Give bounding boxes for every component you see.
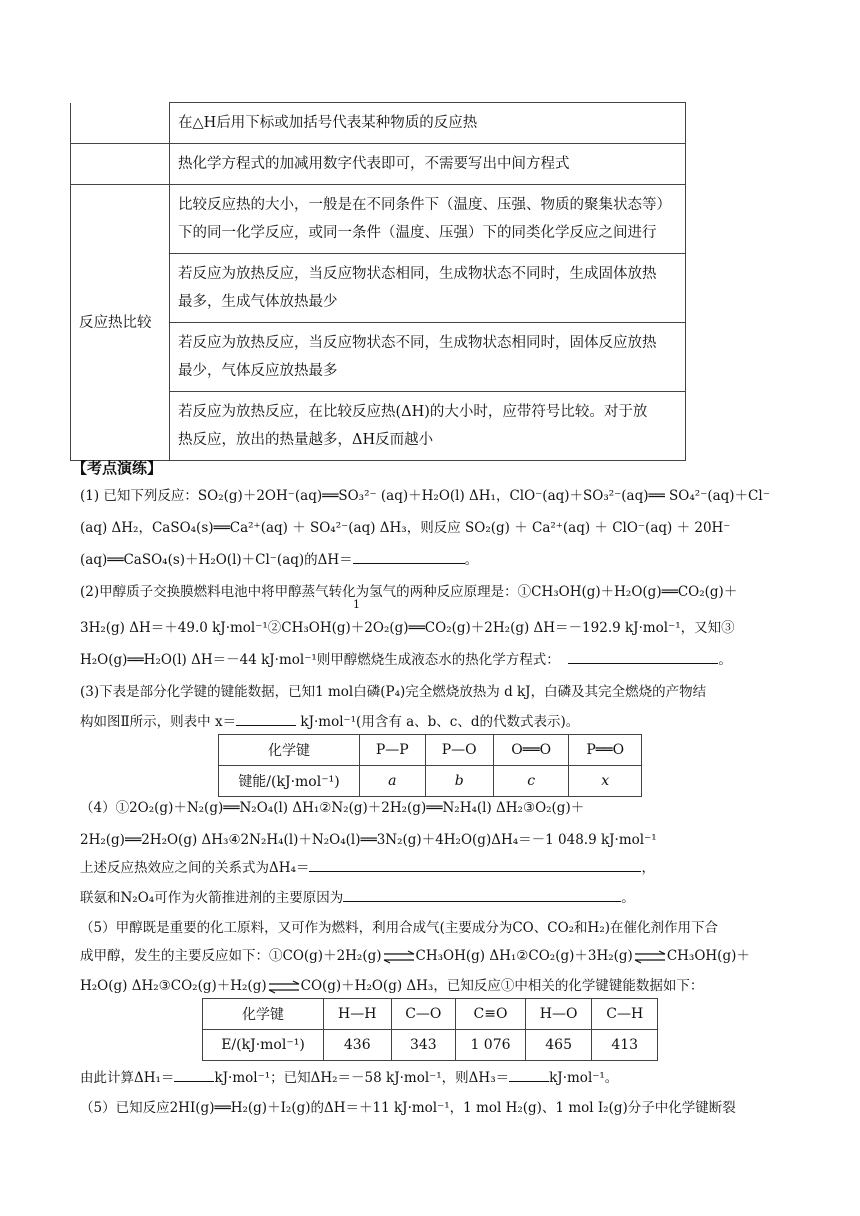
table-header: C≡O — [456, 999, 526, 1030]
q5-text-a: 成甲醇，发生的主要反应如下：①CO(g)＋2H₂(g) — [80, 948, 382, 964]
q1-line-2: (aq) ΔH₂，CaSO₄(s)══Ca²⁺(aq) ＋ SO₄²⁻(aq) ΔH₃，则反应 SO₂(g) ＋ Ca²⁺(aq) ＋ ClO⁻(aq) ＋ 20H⁻ — [80, 520, 731, 536]
q5-text-f: 由此计算ΔH₁＝ — [80, 1070, 175, 1086]
table-row — [71, 103, 686, 144]
q2-line-1: (2)甲醇质子交换膜燃料电池中将甲醇蒸气转化为氢气的两种反应原理是：①CH₃OH(g)＋H₂O(g)══CO₂(g)＋ — [80, 584, 738, 600]
answer-blank[interactable] — [509, 1065, 549, 1082]
table-cell — [170, 254, 686, 323]
table-header: 化学键 — [203, 999, 324, 1030]
q1-line-1: (1) 已知下列反应：SO₂(g)＋2OH⁻(aq)══SO₃²⁻ (aq)＋H₂O(l) ΔH₁，ClO⁻(aq)＋SO₃²⁻(aq)══ SO₄²⁻(aq)＋Cl⁻ — [80, 488, 770, 504]
q5-text-e: CO(g)＋H₂O(g) ΔH₃，已知反应①中相关的化学键键能数据如下： — [300, 978, 704, 994]
cell-line: 若反应为放热反应，当反应物状态相同，生成物状态不同时，生成固体放热 — [178, 266, 657, 282]
q4-end: ， — [641, 860, 655, 876]
cell-line: 最多，生成气体放热最少 — [178, 294, 338, 310]
table-cell: 343 — [391, 1030, 456, 1061]
table-header: P—P — [360, 735, 426, 766]
answer-blank[interactable] — [568, 647, 718, 664]
cell-line: 比较反应热的大小，一般是在不同条件下（温度、压强、物质的聚集状态等） — [178, 197, 671, 213]
table-header: O══O — [493, 735, 568, 766]
table-row — [203, 1030, 658, 1061]
table-header: P══O — [569, 735, 642, 766]
q5-text-h: kJ·mol⁻¹。 — [549, 1070, 619, 1086]
q5-text-c: CH₃OH(g)＋ — [666, 948, 750, 964]
table-row — [219, 735, 642, 766]
q4-text: 上述反应热效应之间的关系式为ΔH₄＝ — [80, 860, 310, 876]
answer-blank[interactable] — [309, 855, 641, 872]
row-label: E/(kJ·mol⁻¹) — [203, 1030, 324, 1061]
table-cell: 465 — [525, 1030, 592, 1061]
cell-line: 最少，气体反应放热最多 — [178, 363, 338, 379]
q4-line-3 — [80, 852, 780, 884]
table-header: P—O — [425, 735, 493, 766]
q4-line-1: （4）①2O₂(g)＋N₂(g)══N₂O₄(l) ΔH₁②N₂(g)＋2H₂(g)══N₂H₄(l) ΔH₂③O₂(g)＋ — [80, 800, 585, 816]
bond-energy-table-2 — [202, 998, 658, 1061]
q2-text: H₂O(g)══H₂O(l) ΔH＝－44 kJ·mol⁻¹则甲醇燃烧生成液态水的热化学方程式： — [80, 652, 560, 668]
q4-text-2: 联氨和N₂O₄可作为火箭推进剂的主要原因为 — [80, 890, 344, 906]
table-header: C—O — [391, 999, 456, 1030]
q4-line-4 — [80, 882, 780, 914]
table-cell: c — [493, 766, 568, 797]
table-header: H—O — [525, 999, 592, 1030]
answer-blank[interactable] — [236, 709, 296, 726]
q3-text-a: 构如图Ⅱ所示，则表中 x＝ — [80, 714, 237, 730]
q2-end: 。 — [718, 652, 732, 668]
table-cell — [170, 392, 686, 461]
q1-line-3 — [80, 544, 780, 576]
table-cell — [170, 185, 686, 254]
q3-text-b: kJ·mol⁻¹(用含有 a、b、c、d的代数式表示)。 — [296, 714, 580, 730]
answer-blank[interactable] — [353, 547, 465, 564]
table-cell: 1 076 — [456, 1030, 526, 1061]
equilibrium-arrow-icon — [382, 950, 416, 964]
q5-line-4 — [80, 1062, 780, 1094]
cell-line: 下的同一化学反应，或同一条件（温度、压强）下的同类化学反应之间进行 — [178, 225, 657, 241]
q5-text-b: CH₃OH(g) ΔH₁②CO₂(g)＋3H₂(g) — [415, 948, 633, 964]
table-row — [71, 185, 686, 254]
cell-line: 若反应为放热反应，当反应物状态不同，生成物状态相同时，固体反应放热 — [178, 335, 657, 351]
table-row — [203, 999, 658, 1030]
table-cell: x — [569, 766, 642, 797]
q2-line-2: 3H₂(g) ΔH＝＋49.0 kJ·mol⁻¹②CH₃OH(g)＋2O₂(g)══CO₂(g)＋2H₂(g) ΔH＝－192.9 kJ·mol⁻¹，又知③ — [80, 620, 735, 636]
bond-energy-table — [218, 734, 642, 797]
q5-text-d: H₂O(g) ΔH₂③CO₂(g)＋H₂(g) — [80, 978, 267, 994]
q5-line-1: （5）甲醇既是重要的化工原料，又可作为燃料，利用合成气(主要成分为CO、CO₂和H₂)在催化剂作用下合 — [80, 920, 719, 936]
q4-end-2: 。 — [621, 890, 635, 906]
q1-text: (aq)══CaSO₄(s)＋H₂O(l)＋Cl⁻(aq)的ΔH＝ — [80, 552, 353, 568]
q3-line-1: (3)下表是部分化学键的键能数据，已知1 mol白磷(P₄)完全燃烧放热为 d kJ，白磷及其完全燃烧的产物结 — [80, 684, 707, 700]
q5-text-g: kJ·mol⁻¹；已知ΔH₂＝－58 kJ·mol⁻¹，则ΔH₃＝ — [214, 1070, 510, 1086]
table-cell: 在△H后用下标或加括号代表某种物质的反应热 — [170, 103, 686, 144]
table-cell: 413 — [592, 1030, 658, 1061]
answer-blank[interactable] — [343, 885, 621, 902]
q1-end: 。 — [464, 552, 479, 568]
table-cell: 热化学方程式的加减用数字代表即可，不需要写出中间方程式 — [170, 144, 686, 185]
table-cell: 436 — [324, 1030, 392, 1061]
cell-line: 热反应，放出的热量越多，ΔH反而越小 — [178, 432, 434, 448]
table-header: C—H — [592, 999, 658, 1030]
fraction-numerator: 1 — [353, 598, 360, 611]
table-header: 化学键 — [219, 735, 360, 766]
section-title: 【考点演练】 — [72, 459, 163, 477]
row-label: 键能/(kJ·mol⁻¹) — [219, 766, 360, 797]
q4-line-2: 2H₂(g)══2H₂O(g) ΔH₃④2N₂H₄(l)＋N₂O₄(l)══3N₂(g)＋4H₂O(g)ΔH₄＝－1 048.9 kJ·mol⁻¹ — [80, 832, 657, 848]
reaction-heat-table — [70, 102, 686, 461]
q6-line-1: （5）已知反应2HI(g)══H₂(g)＋I₂(g)的ΔH＝＋11 kJ·mol⁻¹，1 mol H₂(g)、1 mol I₂(g)分子中化学键断裂 — [80, 1100, 736, 1116]
empty-cell — [71, 103, 170, 144]
equilibrium-arrow-icon — [267, 980, 301, 994]
q5-line-2 — [80, 940, 780, 972]
table-cell: b — [425, 766, 493, 797]
table-row — [71, 144, 686, 185]
empty-cell — [71, 144, 170, 185]
table-cell: a — [360, 766, 426, 797]
table-cell — [170, 323, 686, 392]
group-label: 反应热比较 — [71, 185, 170, 461]
equilibrium-arrow-icon — [633, 950, 667, 964]
q2-line-3 — [80, 644, 780, 676]
cell-line: 若反应为放热反应，在比较反应热(ΔH)的大小时，应带符号比较。对于放 — [178, 404, 648, 420]
answer-blank[interactable] — [174, 1065, 214, 1082]
table-header: H—H — [324, 999, 392, 1030]
